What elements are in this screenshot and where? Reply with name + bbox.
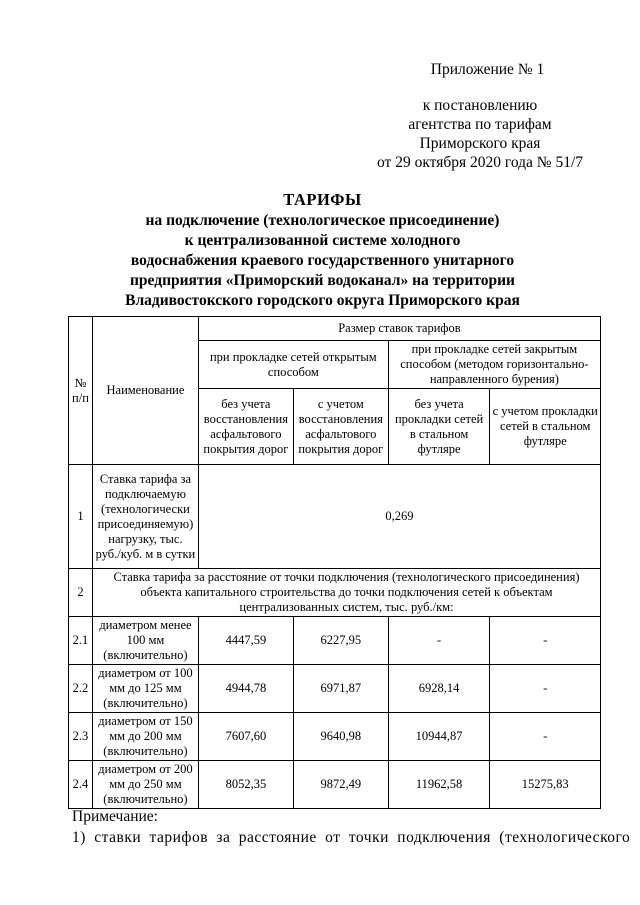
- header-open: при прокладке сетей открытым способом: [198, 341, 388, 389]
- row-name: Ставка тарифа за подключаемую (технологически присоединяемую) нагрузку, тыс. руб./куб. м в сутки: [92, 465, 198, 569]
- cell-value: 9872,49: [293, 761, 388, 809]
- row-text: Ставка тарифа за расстояние от точки подключения (технологического присоединения) объекта капитального строительства до точки подключения сетей к объектам централизованных систем, тыс. руб./км:: [92, 569, 600, 617]
- row-num: 2.4: [69, 761, 93, 809]
- row-value: 0,269: [198, 465, 600, 569]
- appendix-line: от 29 октября 2020 года № 51/7: [377, 154, 583, 171]
- appendix-line: агентства по тарифам: [408, 116, 552, 133]
- header-group: Размер ставок тарифов: [198, 317, 600, 341]
- heading-line: Владивостокского городского округа Приморского края: [125, 292, 520, 309]
- heading-line: водоснабжения краевого государственного унитарного: [130, 252, 515, 269]
- row-name: диаметром от 200 мм до 250 мм (включительно): [92, 761, 198, 809]
- table-row: [69, 617, 601, 665]
- note-title: Примечание:: [72, 808, 158, 825]
- cell-value: 10944,87: [388, 713, 490, 761]
- note-line: 1) ставки тарифов за расстояние от точки подключения (технологического: [72, 829, 631, 846]
- row-num: 2.2: [69, 665, 93, 713]
- subheader: без учета прокладки сетей в стальном футляре: [388, 389, 490, 465]
- appendix-line: Приморского края: [419, 135, 541, 152]
- cell-value: -: [388, 617, 490, 665]
- heading-line: на подключение (технологическое присоединение): [145, 212, 500, 229]
- subheader: с учетом восстановления асфальтового покрытия дорог: [293, 389, 388, 465]
- cell-value: -: [490, 713, 601, 761]
- cell-value: 8052,35: [198, 761, 293, 809]
- cell-value: -: [490, 617, 601, 665]
- header-num: № п/п: [69, 317, 93, 465]
- table-row: [69, 665, 601, 713]
- cell-value: 7607,60: [198, 713, 293, 761]
- header-closed: при прокладке сетей закрытым способом (методом горизонтально-направленного бурения): [388, 341, 600, 389]
- heading-line: предприятия «Приморский водоканал» на территории: [130, 272, 515, 289]
- subheader: с учетом прокладки сетей в стальном футляре: [490, 389, 601, 465]
- heading-main: ТАРИФЫ: [283, 190, 362, 209]
- cell-value: 4447,59: [198, 617, 293, 665]
- appendix-line: к постановлению: [422, 97, 538, 114]
- row-num: 2.1: [69, 617, 93, 665]
- cell-value: 6928,14: [388, 665, 490, 713]
- row-name: диаметром менее 100 мм (включительно): [92, 617, 198, 665]
- row-num: 2.3: [69, 713, 93, 761]
- cell-value: 11962,58: [388, 761, 490, 809]
- header-name: Наименование: [92, 317, 198, 465]
- tariff-table: [68, 316, 601, 809]
- row-name: диаметром от 150 мм до 200 мм (включительно): [92, 713, 198, 761]
- cell-value: -: [490, 665, 601, 713]
- heading-line: к централизованной системе холодного: [184, 232, 461, 249]
- subheader: без учета восстановления асфальтового покрытия дорог: [198, 389, 293, 465]
- document-heading: [60, 190, 585, 311]
- cell-value: 4944,78: [198, 665, 293, 713]
- row-num: 1: [69, 465, 93, 569]
- note-block: [72, 806, 631, 848]
- table-row: [69, 713, 601, 761]
- cell-value: 15275,83: [490, 761, 601, 809]
- cell-value: 9640,98: [293, 713, 388, 761]
- appendix-block: [360, 60, 600, 172]
- cell-value: 6227,95: [293, 617, 388, 665]
- row-num: 2: [69, 569, 93, 617]
- cell-value: 6971,87: [293, 665, 388, 713]
- appendix-title: Приложение № 1: [430, 61, 545, 78]
- table-row: [69, 761, 601, 809]
- row-name: диаметром от 100 мм до 125 мм (включительно): [92, 665, 198, 713]
